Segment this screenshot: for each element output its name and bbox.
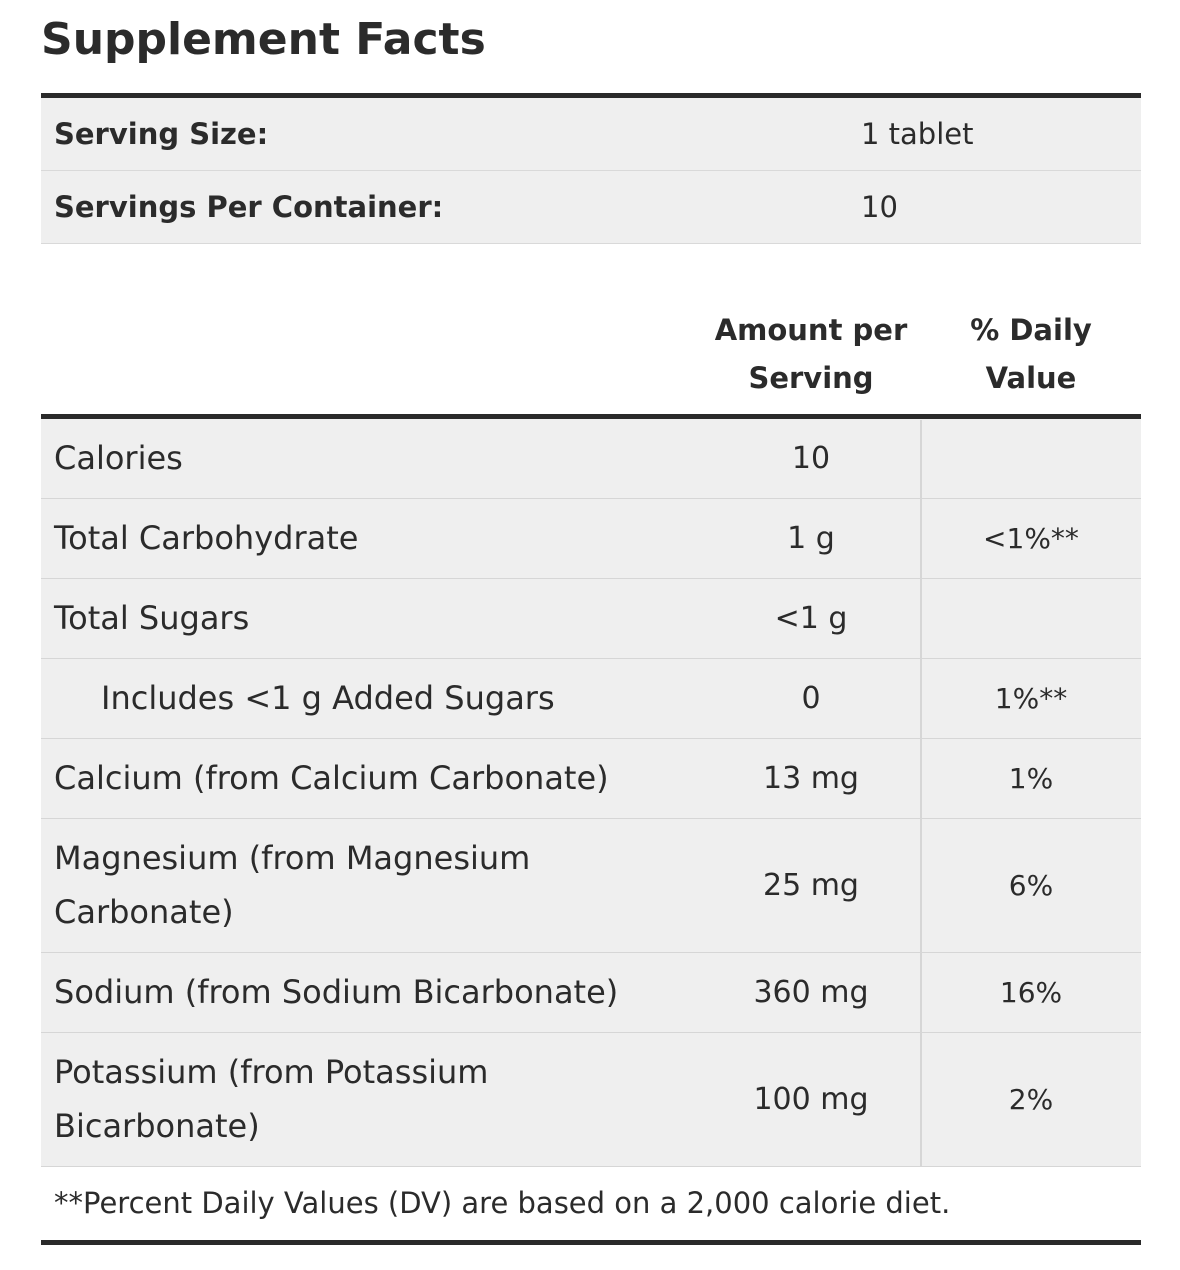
nutrient-row <box>41 499 1141 579</box>
page-title: Supplement Facts <box>41 14 486 65</box>
serving-size-value: 1 tablet <box>861 117 974 151</box>
nutrient-name <box>54 831 674 939</box>
servings-per-container-value: 10 <box>861 190 898 224</box>
nutrient-name: Total Carbohydrate <box>54 519 359 557</box>
nutrient-name-line2: Bicarbonate) <box>54 1107 260 1145</box>
nutrient-name: Total Sugars <box>54 599 250 637</box>
nutrient-amount: <1 g <box>774 601 848 636</box>
serving-size-row <box>41 98 1141 171</box>
nutrient-row <box>41 579 1141 659</box>
footnote: **Percent Daily Values (DV) are based on a 2,000 calorie diet. <box>54 1186 951 1220</box>
servings-per-container-row <box>41 171 1141 244</box>
daily-value-column-header <box>921 306 1141 402</box>
nutrient-name: Calcium (from Calcium Carbonate) <box>54 759 609 797</box>
nutrient-daily-value: 1% <box>1008 762 1054 795</box>
nutrient-amount: 100 mg <box>753 1082 869 1117</box>
nutrient-name: Includes <1 g Added Sugars <box>101 679 555 717</box>
nutrient-daily-value: 6% <box>1008 869 1054 902</box>
nutrient-daily-value: 1%** <box>994 682 1068 715</box>
nutrient-row <box>41 953 1141 1033</box>
amount-header-line1: Amount per <box>714 313 908 347</box>
nutrient-name-line1: Potassium (from Potassium <box>54 1053 489 1091</box>
nutrient-name-line2: Carbonate) <box>54 893 234 931</box>
nutrient-amount: 13 mg <box>763 761 859 796</box>
nutrient-row <box>41 739 1141 819</box>
dv-header-line1: % Daily <box>970 313 1092 347</box>
nutrient-row <box>41 659 1141 739</box>
nutrient-name: Sodium (from Sodium Bicarbonate) <box>54 973 619 1011</box>
nutrient-name-line1: Magnesium (from Magnesium <box>54 839 531 877</box>
nutrient-daily-value: 2% <box>1008 1083 1054 1116</box>
amount-column-header <box>701 306 921 402</box>
nutrient-amount: 25 mg <box>763 868 859 903</box>
nutrient-row <box>41 1033 1141 1167</box>
bottom-rule <box>41 1240 1141 1245</box>
nutrient-daily-value: 16% <box>999 976 1063 1009</box>
column-divider <box>920 420 922 1167</box>
dv-header-line2: Value <box>985 361 1077 395</box>
serving-size-label: Serving Size: <box>54 117 269 151</box>
servings-per-container-label: Servings Per Container: <box>54 190 444 224</box>
amount-header-line2: Serving <box>748 361 874 395</box>
nutrient-row <box>41 819 1141 953</box>
nutrient-name <box>54 1045 674 1153</box>
nutrient-amount: 360 mg <box>753 975 869 1010</box>
nutrient-row <box>41 419 1141 499</box>
nutrient-daily-value: <1%** <box>983 522 1079 555</box>
nutrient-amount: 10 <box>791 441 831 476</box>
nutrient-amount: 1 g <box>787 521 835 556</box>
nutrient-amount: 0 <box>801 681 821 716</box>
nutrient-name: Calories <box>54 439 183 477</box>
